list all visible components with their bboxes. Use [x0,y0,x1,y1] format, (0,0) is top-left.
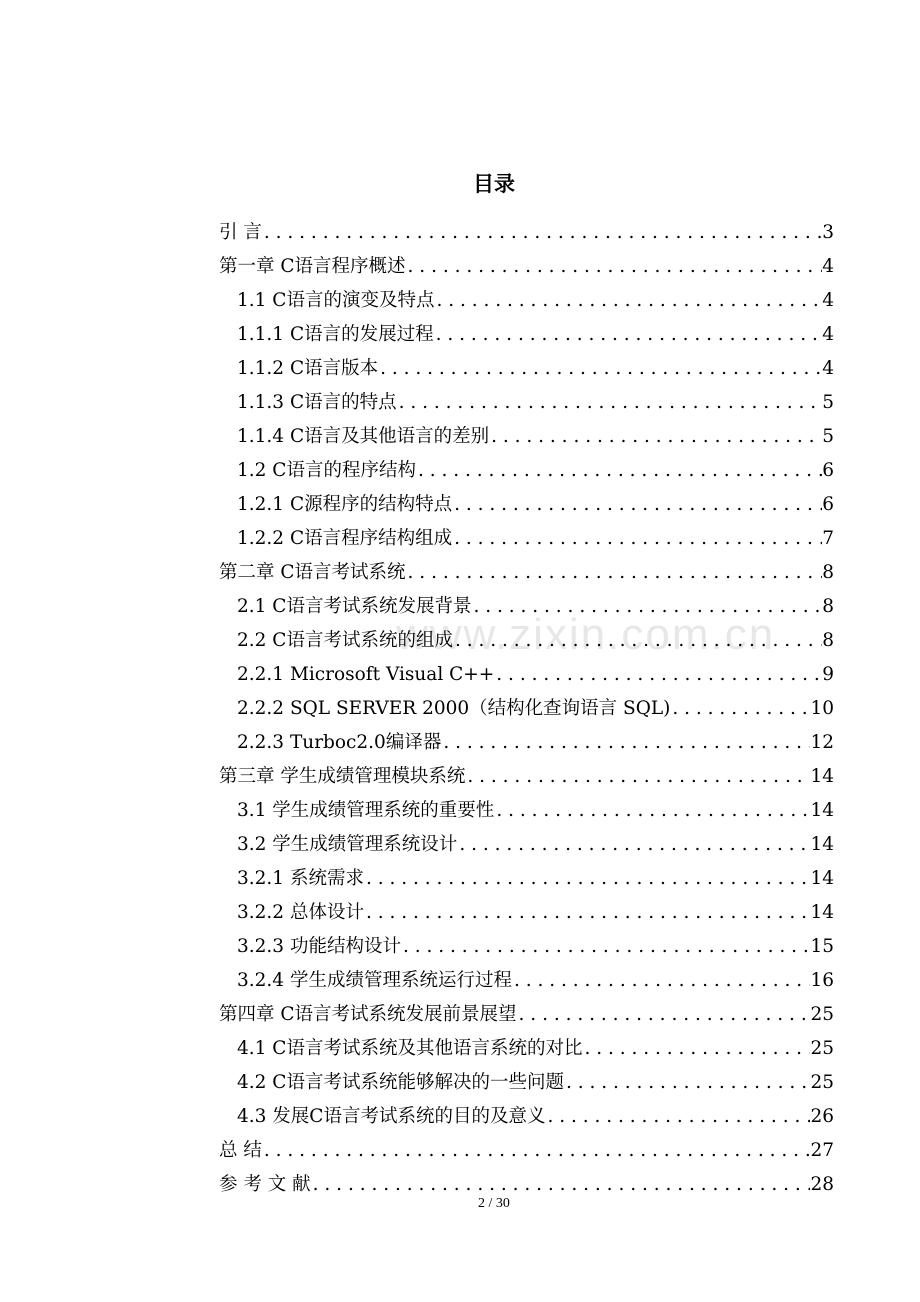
toc-entry[interactable] [219,414,834,448]
toc-leader-dots [452,494,822,516]
toc-leader-dots [452,528,822,550]
toc-entry-page: 14 [810,868,834,889]
toc-entry-page: 25 [810,1038,834,1059]
toc-entry-page: 14 [810,766,834,787]
toc-entry[interactable] [219,346,834,380]
toc-entry-label: 1.2.2 C语言程序结构组成 [237,528,453,549]
toc-entry-page: 8 [822,596,834,617]
toc-leader-dots [545,1106,810,1128]
toc-entry[interactable] [219,822,834,856]
toc-entry-label: 2.1 C语言考试系统发展背景 [237,596,472,617]
toc-entry-label: 1.2 C语言的程序结构 [237,460,416,481]
toc-entry-page: 10 [810,698,834,719]
toc-entry-label: 1.2.1 C源程序的结构特点 [237,494,453,515]
toc-entry[interactable] [219,618,834,652]
toc-entry[interactable] [219,652,834,686]
toc-leader-dots [401,936,810,958]
toc-entry-label: 第四章 C语言考试系统发展前景展望 [219,1004,517,1025]
toc-leader-dots [262,1140,811,1162]
toc-entry-page: 4 [822,256,834,277]
toc-leader-dots [416,460,822,482]
toc-entry[interactable] [219,584,834,618]
toc-entry-label: 3.2 学生成绩管理系统设计 [237,834,458,855]
toc-entry-label: 第一章 C语言程序概述 [219,256,406,277]
toc-leader-dots [489,426,822,448]
toc-entry[interactable] [219,244,834,278]
toc-entry[interactable] [219,1026,834,1060]
toc-entry-label: 3.2.3 功能结构设计 [237,936,401,957]
toc-entry-label: 参 考 文 献 [219,1174,311,1195]
toc-leader-dots [582,1038,810,1060]
toc-entry[interactable] [219,788,834,822]
toc-entry-page: 14 [810,800,834,821]
toc-entry-label: 2.2.2 SQL SERVER 2000（结构化查询语言 SQL) [237,698,671,719]
toc-entry-page: 16 [810,970,834,991]
toc-entry-page: 26 [810,1106,834,1127]
toc-entry-label: 1.1 C语言的演变及特点 [237,290,435,311]
toc-leader-dots [364,868,811,890]
toc-entry-label: 2.2.1 Microsoft Visual C++ [237,664,495,685]
toc-entry-page: 9 [822,664,834,685]
toc-leader-dots [364,902,811,924]
toc-leader-dots [471,596,822,618]
toc-entry-label: 4.2 C语言考试系统能够解决的一些问题 [237,1072,564,1093]
toc-entry-page: 6 [822,494,834,515]
toc-entry-label: 3.2.1 系统需求 [237,868,364,889]
toc-entry[interactable] [219,754,834,788]
toc-entry-page: 3 [822,222,834,243]
toc-entry-label: 总 结 [219,1140,262,1161]
toc-entry-page: 25 [810,1004,834,1025]
toc-entry-page: 27 [810,1140,834,1161]
toc-leader-dots [512,970,810,992]
toc-entry-label: 1.1.2 C语言版本 [237,358,379,379]
toc-entry[interactable] [219,890,834,924]
toc-entry-label: 第三章 学生成绩管理模块系统 [219,766,466,787]
toc-leader-dots [564,1072,810,1094]
toc-title: 目录 [473,172,515,196]
toc-entry[interactable] [219,1128,834,1162]
toc-leader-dots [453,630,822,652]
toc-entry-label: 3.2.4 学生成绩管理系统运行过程 [237,970,512,991]
toc-leader-dots [434,324,823,346]
toc-entry-label: 4.3 发展C语言考试系统的目的及意义 [237,1106,546,1127]
toc-entry-page: 28 [810,1174,834,1195]
toc-leader-dots [457,834,810,856]
table-of-contents [219,210,834,1196]
toc-entry-page: 6 [822,460,834,481]
toc-entry-label: 2.2 C语言考试系统的组成 [237,630,453,651]
toc-leader-dots [311,1174,811,1196]
toc-entry-page: 25 [810,1072,834,1093]
toc-entry[interactable] [219,278,834,312]
toc-leader-dots [465,766,810,788]
toc-entry-label: 2.2.3 Turboc2.0编译器 [237,732,442,753]
toc-entry-page: 8 [822,562,834,583]
toc-leader-dots [494,664,822,686]
toc-entry-label: 3.2.2 总体设计 [237,902,364,923]
watermark: www.zixin.com.cn [396,610,776,659]
toc-entry-label: 1.1.3 C语言的特点 [237,392,397,413]
toc-entry[interactable] [219,482,834,516]
toc-leader-dots [494,800,810,822]
toc-entry[interactable] [219,550,834,584]
toc-entry[interactable] [219,856,834,890]
toc-entry[interactable] [219,686,834,720]
toc-entry[interactable] [219,312,834,346]
toc-leader-dots [378,358,822,380]
toc-entry-label: 第二章 C语言考试系统 [219,562,406,583]
toc-entry-label: 4.1 C语言考试系统及其他语言系统的对比 [237,1038,583,1059]
toc-entry[interactable] [219,210,834,244]
toc-entry-page: 5 [822,426,834,447]
toc-entry-page: 4 [822,324,834,345]
toc-entry[interactable] [219,448,834,482]
toc-entry-label: 1.1.4 C语言及其他语言的差别 [237,426,490,447]
toc-entry-page: 5 [822,392,834,413]
toc-entry-page: 4 [822,358,834,379]
toc-entry[interactable] [219,1060,834,1094]
toc-entry[interactable] [219,516,834,550]
toc-entry-label: 3.1 学生成绩管理系统的重要性 [237,800,495,821]
toc-entry-page: 14 [810,902,834,923]
toc-entry[interactable] [219,1094,834,1128]
toc-entry-page: 4 [822,290,834,311]
toc-entry[interactable] [219,380,834,414]
toc-entry[interactable] [219,958,834,992]
toc-entry-page: 14 [810,834,834,855]
toc-entry-page: 7 [822,528,834,549]
toc-leader-dots [517,1004,811,1026]
toc-leader-dots [262,222,822,244]
toc-leader-dots [397,392,823,414]
toc-leader-dots [406,562,823,584]
toc-entry-page: 15 [810,936,834,957]
toc-entry-label: 引 言 [219,222,262,243]
toc-entry[interactable] [219,992,834,1026]
toc-leader-dots [441,732,810,754]
toc-leader-dots [670,698,810,720]
toc-entry-page: 12 [810,732,834,753]
toc-leader-dots [406,256,823,278]
toc-entry[interactable] [219,924,834,958]
page-footer: 2 / 30 [478,1196,510,1211]
toc-entry-page: 8 [822,630,834,651]
toc-entry-label: 1.1.1 C语言的发展过程 [237,324,434,345]
toc-entry[interactable] [219,720,834,754]
toc-entry[interactable] [219,1162,834,1196]
toc-leader-dots [434,290,822,312]
